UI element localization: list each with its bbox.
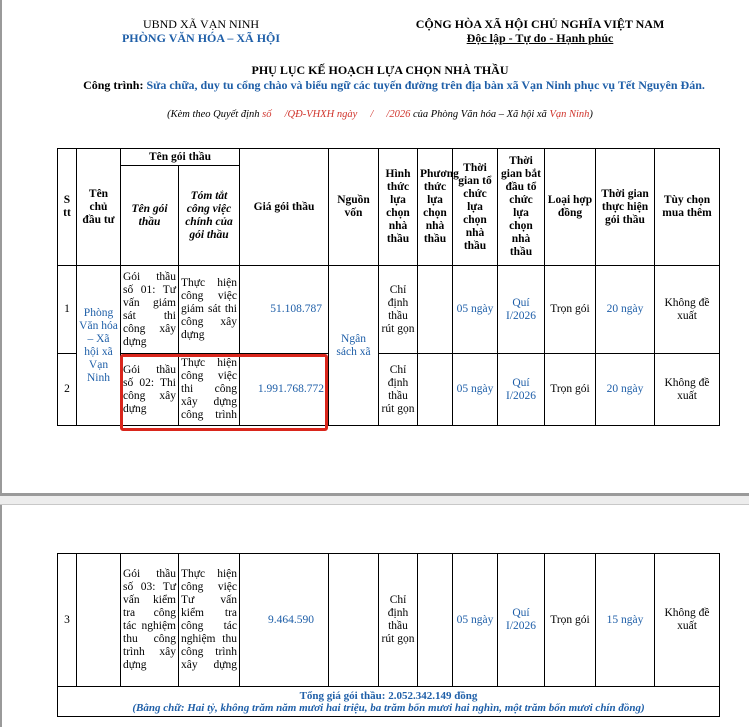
- row-contract: Trọn gói: [545, 554, 596, 687]
- row-method: Chỉ định thầu rút gọn: [379, 266, 418, 354]
- attach-place: Vạn Ninh: [549, 109, 590, 120]
- table-row: [58, 554, 720, 687]
- row-method: Chỉ định thầu rút gọn: [379, 354, 418, 426]
- project-name: Sửa chữa, duy tu cổng chào và biểu ngữ các tuyến đường trên địa bàn xã Vạn Ninh phục vụ Tết Nguyên Đán.: [146, 78, 705, 92]
- attachment-note: [40, 109, 720, 120]
- row-method: Chỉ định thầu rút gọn: [379, 554, 418, 687]
- project-line: [74, 78, 714, 92]
- row-exec: 20 ngày: [596, 354, 655, 426]
- row-stt: 1: [58, 266, 77, 354]
- col-contract: Loại hợp đồng: [545, 149, 596, 266]
- row-mode: [418, 354, 453, 426]
- col-duration: Thời gian tổ chức lựa chọn nhà thầu: [453, 149, 498, 266]
- row-option: Không đề xuất: [655, 554, 720, 687]
- attach-prefix: (Kèm theo Quyết định: [167, 109, 260, 120]
- row-mode: [418, 554, 453, 687]
- attach-suffix: ): [589, 109, 593, 120]
- col-mode: Phương thức lựa chọn nhà thầu: [418, 149, 453, 266]
- row-mode: [418, 266, 453, 354]
- row-duration: 05 ngày: [453, 266, 498, 354]
- total-row: [58, 687, 720, 717]
- project-label: Công trình:: [83, 78, 144, 92]
- nation-block: [380, 17, 700, 45]
- row-option: Không đề xuất: [655, 354, 720, 426]
- attach-ngay: ngày: [336, 109, 358, 120]
- attach-year: /2026: [386, 109, 411, 120]
- col-package-name: Tên gói thầu: [121, 166, 179, 266]
- row-contract: Trọn gói: [545, 266, 596, 354]
- col-start: Thời gian bắt đầu tổ chức lựa chọn nhà thầu: [498, 149, 545, 266]
- row-start: Quí I/2026: [498, 554, 545, 687]
- row-duration: 05 ngày: [453, 354, 498, 426]
- row-option: Không đề xuất: [655, 266, 720, 354]
- col-method: Hình thức lựa chọn nhà thầu: [379, 149, 418, 266]
- row-summary: Thực hiện công việc giám sát thi công xây dựng: [179, 266, 240, 354]
- row-package: Gói thầu số 02: Thi công xây dựng: [121, 354, 179, 426]
- attach-slash: /: [370, 109, 374, 120]
- page-left-border: [0, 0, 2, 727]
- row-price: 9.464.590: [240, 554, 329, 687]
- attach-so: số: [262, 109, 272, 120]
- row-start: Quí I/2026: [498, 266, 545, 354]
- row-price: 51.108.787: [240, 266, 329, 354]
- row-stt: 2: [58, 354, 77, 426]
- issuer-block: [106, 17, 296, 45]
- row-investor: Phòng Văn hóa – Xã hội xã Vạn Ninh: [77, 266, 121, 426]
- attach-decision-code: /QĐ-VHXH: [284, 109, 335, 120]
- document-title: PHỤ LỤC KẾ HOẠCH LỰA CHỌN NHÀ THẦU: [251, 63, 509, 77]
- row-exec: 15 ngày: [596, 554, 655, 687]
- row-summary: Thực hiện công việc thi công xây dựng công trình: [179, 354, 240, 426]
- nation-motto: Độc lập - Tự do - Hạnh phúc: [466, 31, 614, 45]
- row-exec: 20 ngày: [596, 266, 655, 354]
- row-investor: [77, 554, 121, 687]
- col-investor: Tên chủ đầu tư: [77, 149, 121, 266]
- table-row: [58, 266, 720, 354]
- nation-name: CỘNG HÒA XÃ HỘI CHỦ NGHĨA VIỆT NAM: [415, 17, 665, 31]
- col-package-group: Tên gói thầu: [121, 149, 240, 166]
- selection-highlight-box: [120, 354, 328, 431]
- issuer-org: UBND XÃ VẠN NINH: [142, 17, 260, 31]
- row-price: 1.991.768.772: [240, 354, 329, 426]
- total-cell: [58, 687, 720, 717]
- total-amount: Tổng giá gói thầu: 2.052.342.149 đồng: [299, 689, 478, 702]
- header-row-1: [58, 149, 720, 166]
- col-option: Tùy chọn mua thêm: [655, 149, 720, 266]
- row-package: Gói thầu số 01: Tư vấn giám sát thi công xây dựng: [121, 266, 179, 354]
- issuer-dept: PHÒNG VĂN HÓA – XÃ HỘI: [121, 31, 281, 45]
- row-package: Gói thầu số 03: Tư vấn kiểm tra công tác nghiệm thu công trình xây dựng: [121, 554, 179, 687]
- total-in-words: (Bằng chữ: Hai tỷ, không trăm năm mươi hai triệu, ba trăm bốn mươi hai nghìn, một trăm bốn mươi chín đồng): [132, 701, 645, 714]
- row-source: [329, 554, 379, 687]
- col-source: Nguồn vốn: [329, 149, 379, 266]
- col-stt: S tt: [58, 149, 77, 266]
- row-source: Ngân sách xã: [329, 266, 379, 426]
- bidding-plan-table-page2: [57, 553, 720, 717]
- attach-of: của Phòng Văn hóa – Xã hội xã: [412, 109, 547, 120]
- row-duration: 05 ngày: [453, 554, 498, 687]
- col-exec: Thời gian thực hiện gói thầu: [596, 149, 655, 266]
- row-stt: 3: [58, 554, 77, 687]
- page-break: [0, 493, 749, 505]
- row-summary: Thực hiện công việc Tư vấn kiểm tra công tác nghiệm thu công trình xây dựng: [179, 554, 240, 687]
- col-summary: Tóm tắt công việc chính của gói thầu: [179, 166, 240, 266]
- row-start: Quí I/2026: [498, 354, 545, 426]
- row-contract: Trọn gói: [545, 354, 596, 426]
- col-price: Giá gói thầu: [240, 149, 329, 266]
